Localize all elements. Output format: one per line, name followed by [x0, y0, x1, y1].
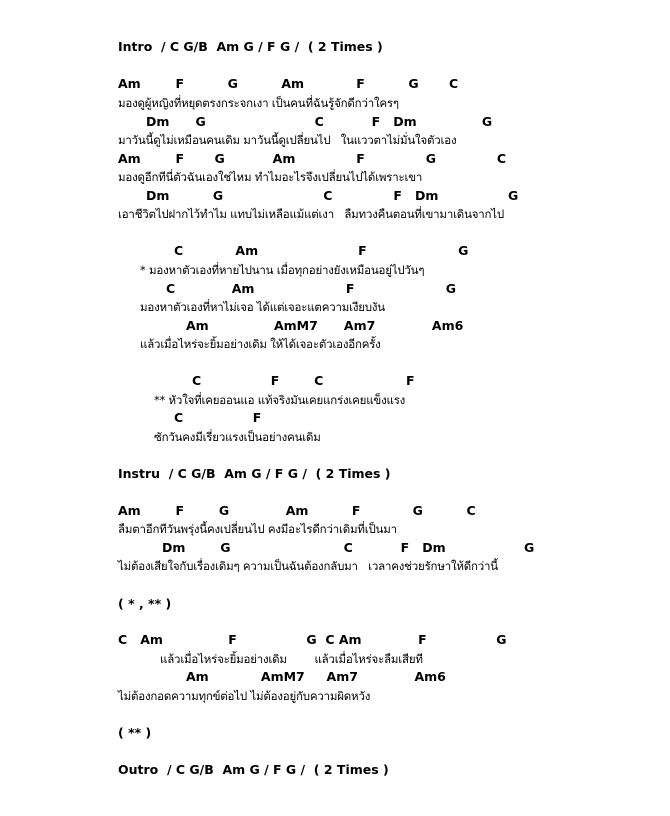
chord-line: Am AmM7 Am7 Am6: [186, 318, 464, 333]
lyric-line: แล้วเมื่อไหร่จะยิ้มอย่างเดิม แล้วเมื่อไหร่จะลืมเสียที: [160, 652, 423, 666]
lyric-line: มาวันนี้ดูไม่เหมือนคนเดิม มาวันนี้ดูเปลี่ยนไป ในแววตาไม่มั่นใจตัวเอง: [118, 133, 457, 147]
lyric-line: ไม่ต้องเสียใจกับเรื่องเดิมๆ ความเป็นฉันต้องกลับมา เวลาคงช่วยรักษาให้ดีกว่านี้: [118, 559, 498, 573]
repeat-marker: ( * , ** ): [118, 596, 172, 611]
chord-line: C F: [174, 410, 262, 425]
lyric-line: ลืมตาอีกทีวันพรุ่งนี้คงเปลี่ยนไป คงมีอะไรดีกว่าเดิมที่เป็นมา: [118, 522, 397, 536]
chord-line: C Am F G: [174, 243, 469, 258]
lyric-line: แล้วเมื่อไหร่จะยิ้มอย่างเดิม ให้ได้เจอะตัวเองอีกครั้ง: [140, 337, 381, 351]
lyric-line: ไม่ต้องกอดความทุกข์ต่อไป ไม่ต้องอยู่กับความผิดหวัง: [118, 689, 371, 703]
lyric-line: ** หัวใจที่เคยออนแอ แท้จริงมันเคยแกร่งเคยแข็งแรง: [154, 393, 406, 407]
chord-line: C F C F: [192, 373, 415, 388]
lyric-line: ซักวันคงมีเรี่ยวแรงเป็นอย่างคนเดิม: [154, 430, 321, 444]
chord-line: Dm G C F Dm G: [146, 114, 493, 129]
chord-line: Dm G C F Dm G: [162, 540, 535, 555]
chord-line: Am F G Am F G C: [118, 503, 476, 518]
chord-line: C Am F G C Am F G: [118, 632, 507, 647]
chord-line: Dm G C F Dm G: [146, 188, 519, 203]
outro-line: Outro / C G/B Am G / F G / ( 2 Times ): [118, 762, 389, 777]
instru-line: Instru / C G/B Am G / F G / ( 2 Times ): [118, 466, 391, 481]
chord-line: C Am F G: [166, 281, 457, 296]
lyric-line: มองหาตัวเองที่หาไม่เจอ ได้แต่เจอะแตความเงียบงัน: [140, 300, 385, 314]
chord-line: Am F G Am F G C: [118, 76, 459, 91]
repeat-marker: ( ** ): [118, 725, 152, 740]
lyric-line: มองดูอีกทีนี่ตัวฉันเองใช่ไหม ทำไมอะไรจึงเปลี่ยนไปได้เพราะเขา: [118, 170, 423, 184]
lyric-line: มองดูผู้หญิงที่หยุดตรงกระจกเงา เป็นคนที่ฉันรู้จักดีกว่าใครๆ: [118, 96, 399, 110]
intro-line: Intro / C G/B Am G / F G / ( 2 Times ): [118, 39, 383, 54]
chord-line: Am AmM7 Am7 Am6: [186, 669, 446, 684]
lyric-line: * มองหาตัวเองที่หายไปนาน เมื่อทุกอย่างยังเหมือนอยู่ไปวันๆ: [140, 263, 425, 277]
chord-line: Am F G Am F G C: [118, 151, 507, 166]
lyric-line: เอาชีวิตไปฝากไว้ทำไม แทบไม่เหลือแม้แต่เงา ลืมทวงคืนตอนที่เขามาเดินจากไป: [118, 207, 504, 221]
